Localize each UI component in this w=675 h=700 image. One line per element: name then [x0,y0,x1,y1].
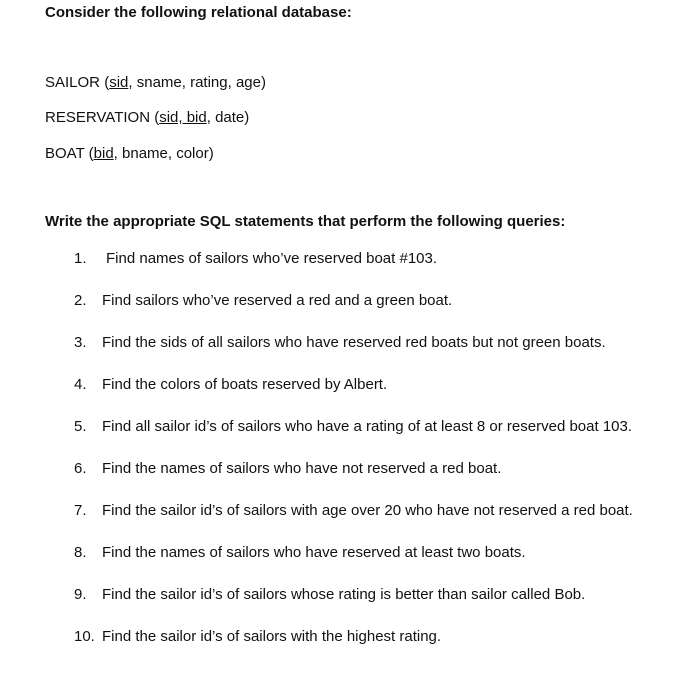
query-text: Find the names of sailors who have reserved at least two boats. [102,544,526,561]
query-text: Find the sailor id’s of sailors with the highest rating. [102,628,442,645]
schema-attributes: , date) [206,109,250,126]
query-number: 6. [74,460,87,477]
schema-attributes: , bname, color) [113,145,214,162]
schema-key-attribute: sid [109,74,129,91]
query-number: 4. [74,376,87,393]
query-text: Find the sids of all sailors who have reserved red boats but not green boats. [102,334,606,351]
query-text: Find sailors who’ve reserved a red and a green boat. [102,292,453,309]
query-number: 2. [74,292,87,309]
query-text: Find the sailor id’s of sailors whose rating is better than sailor called Bob. [102,586,586,603]
query-text: Find all sailor id’s of sailors who have a rating of at least 8 or reserved boat 103. [102,418,633,435]
query-text: Find the colors of boats reserved by Albert. [102,376,388,393]
query-number: 7. [74,502,87,519]
schema-open-paren: ( [84,145,94,162]
query-number: 5. [74,418,87,435]
schema-open-paren: ( [150,109,160,126]
schema-table-name: SAILOR [45,74,101,91]
schema-table-name: RESERVATION [45,109,151,126]
instruction-heading: Write the appropriate SQL statements that perform the following queries: [45,213,566,230]
intro-heading: Consider the following relational database: [45,4,352,21]
query-text: Find names of sailors who’ve reserved boat #103. [106,250,438,267]
schema-key-attribute: bid [93,145,114,162]
schema-table-name: BOAT [45,145,85,162]
query-text: Find the sailor id’s of sailors with age over 20 who have not reserved a red boat. [102,502,633,519]
query-number: 1. [74,250,87,267]
schema-attributes: , sname, rating, age) [128,74,266,91]
query-text: Find the names of sailors who have not reserved a red boat. [102,460,502,477]
schema-open-paren: ( [100,74,110,91]
query-number: 9. [74,586,87,603]
schema-key-attribute: sid, bid [159,109,207,126]
query-number: 3. [74,334,87,351]
query-number: 8. [74,544,87,561]
query-number: 10. [74,628,95,645]
